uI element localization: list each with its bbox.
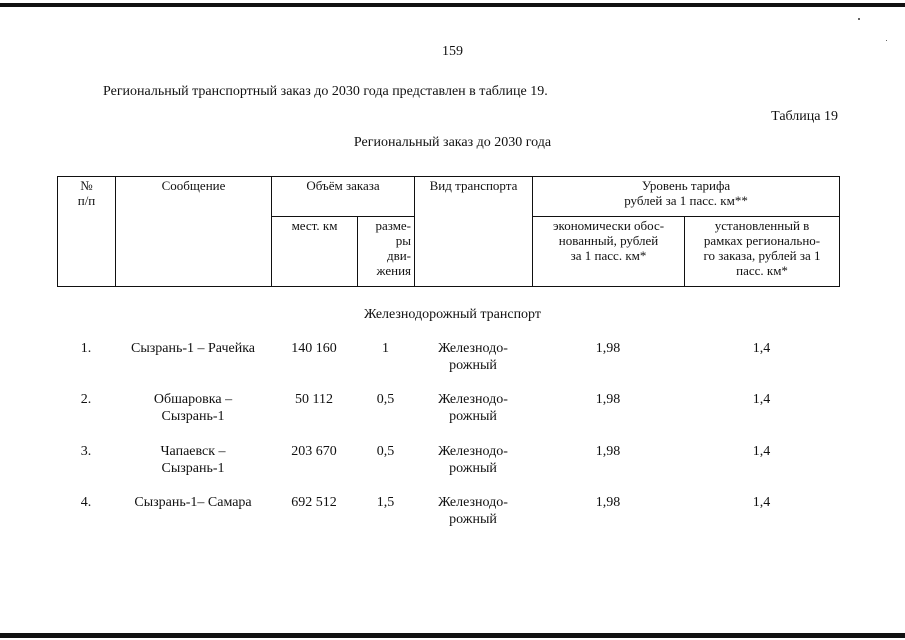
row-transport-type: Железнодо- рожный <box>438 495 508 527</box>
header-tariff: Уровень тарифа рублей за 1 пасс. км** <box>533 177 840 217</box>
row-frequency: 0,5 <box>376 444 395 459</box>
row-route: Сызрань-1 – Рачейка <box>130 341 256 356</box>
header-transport-type: Вид транспорта <box>415 177 533 287</box>
row-seats: 50 112 <box>295 392 333 407</box>
row-economic-tariff: 1,98 <box>595 495 621 510</box>
header-num: № п/п <box>58 177 116 287</box>
row-regional-tariff: 1,4 <box>752 444 771 459</box>
row-route: Чапаевск – Сызрань-1 <box>160 444 226 476</box>
row-regional-tariff: 1,4 <box>752 341 771 356</box>
row-economic-tariff: 1,98 <box>595 341 621 356</box>
scan-speck <box>858 18 860 20</box>
row-number: 3. <box>80 444 92 459</box>
row-route: Сызрань-1– Самара <box>134 495 252 510</box>
row-route: Обшаровка – Сызрань-1 <box>153 392 233 424</box>
row-frequency: 1,5 <box>376 495 395 510</box>
row-transport-type: Железнодо- рожный <box>438 444 508 476</box>
header-frequency: разме- ры дви- жения <box>358 217 415 287</box>
row-economic-tariff: 1,98 <box>595 444 621 459</box>
table-header <box>57 176 840 287</box>
section-title: Железнодорожный транспорт <box>363 307 541 322</box>
top-border-rule <box>0 3 905 7</box>
row-seats: 140 160 <box>291 341 337 356</box>
header-volume: Объём заказа <box>272 177 415 217</box>
row-frequency: 1 <box>382 341 389 356</box>
header-economic-tariff: экономически обос- нованный, рублей за 1 пасс. км* <box>533 217 685 287</box>
intro-paragraph: Региональный транспортный заказ до 2030 года представлен в таблице 19. <box>103 84 548 99</box>
row-regional-tariff: 1,4 <box>752 392 771 407</box>
bottom-border-rule <box>0 633 905 638</box>
row-seats: 203 670 <box>291 444 337 459</box>
row-number: 4. <box>80 495 92 510</box>
row-transport-type: Железнодо- рожный <box>438 341 508 373</box>
row-regional-tariff: 1,4 <box>752 495 771 510</box>
row-transport-type: Железнодо- рожный <box>438 392 508 424</box>
table-label: Таблица 19 <box>771 109 838 124</box>
header-regional-tariff: установленный в рамках регионально- го заказа, рублей за 1 пасс. км* <box>685 217 840 287</box>
table-title: Региональный заказ до 2030 года <box>353 135 552 150</box>
row-number: 2. <box>80 392 92 407</box>
row-frequency: 0,5 <box>376 392 395 407</box>
header-seats: мест. км <box>272 217 358 287</box>
page-number: 159 <box>442 44 463 59</box>
row-seats: 692 512 <box>291 495 337 510</box>
row-number: 1. <box>80 341 92 356</box>
header-route: Сообщение <box>116 177 272 287</box>
row-economic-tariff: 1,98 <box>595 392 621 407</box>
scan-speck <box>886 40 887 41</box>
